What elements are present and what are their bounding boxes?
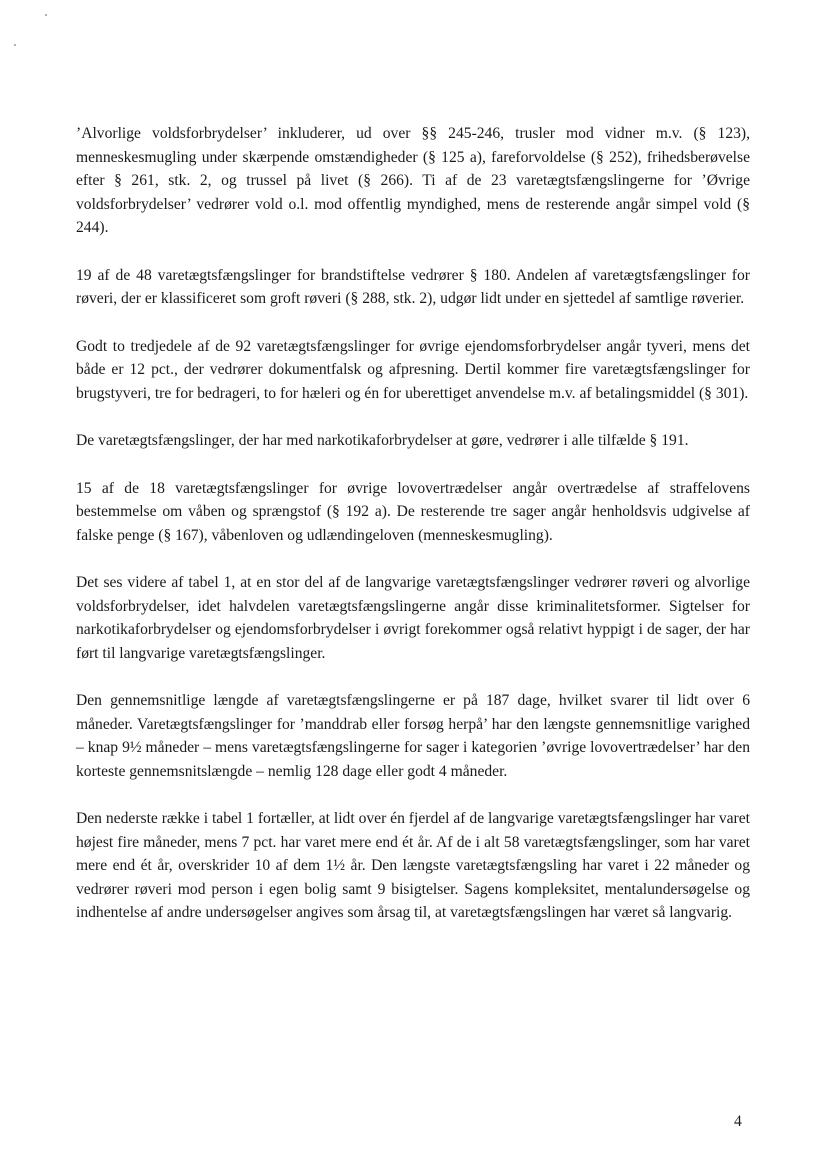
paragraph-arson-robbery: 19 af de 48 varetægtsfængslinger for brandstiftelse vedrører § 180. Andelen af varetægtsfængslinger for røveri, der er klassificeret som groft røveri (§ 288, stk. 2), udgør lidt under en sjettedel af samtlige røverier. xyxy=(76,266,750,307)
paragraph-average-length: Den gennemsnitlige længde af varetægtsfængslingerne er på 187 dage, hvilket svarer til lidt over 6 måneder. Varetægtsfængslinger for ’manddrab eller forsøg herpå’ har den længste gennemsnitlige varighed – knap 9½ måneder – mens varetægtsfængslingerne for sager i kategorien ’øvrige lovovertrædelser’ har den korteste gennemsnitslængde – nemlig 128 dage eller godt 4 måneder. xyxy=(76,692,750,780)
page-number: 4 xyxy=(734,1113,742,1130)
document-body xyxy=(76,122,750,949)
paragraph-bottom-row: Den nederste række i tabel 1 fortæller, at lidt over én fjerdel af de langvarige varetægtsfængslinger har varet højest fire måneder, mens 7 pct. har varet mere end ét år. Af de i alt 58 varetægtsfængslinger, som har varet mere end ét år, overskrider 10 af dem 1½ år. Den længste varetægtsfængsling har varet i 22 måneder og vedrører røveri mod person i egen bolig samt 9 bisigtelser. Sagens kompleksitet, mentalundersøgelse og indhentelse af andre undersøgelser angives som årsag til, at varetægtsfængslingen har været så langvarig. xyxy=(76,810,750,921)
scan-speck xyxy=(45,14,47,16)
paragraph-violence-definitions: ’Alvorlige voldsforbrydelser’ inkluderer, ud over §§ 245-246, trusler mod vidner m.v. (§ 123), menneskesmugling under skærpende omstændigheder (§ 125 a), fareforvoldelse (§ 252), frihedsberøvelse efter § 261, stk. 2, og trussel på livet (§ 266). Ti af de 23 varetægtsfængslingerne for ’Øvrige voldsforbrydelser’ vedrører vold o.l. mod offentlig myndighed, mens de resterende angår simpel vold (§ 244). xyxy=(76,125,750,236)
scan-speck xyxy=(14,44,16,46)
paragraph-other-offences: 15 af de 18 varetægtsfængslinger for øvrige lovovertrædelser angår overtrædelse af straffelovens bestemmelse om våben og sprængstof (§ 192 a). De resterende tre sager angår henholdsvis udgivelse af falske penge (§ 167), våbenloven og udlændingeloven (menneskesmugling). xyxy=(76,479,750,544)
paragraph-property-crimes: Godt to tredjedele af de 92 varetægtsfængslinger for øvrige ejendomsforbrydelser angår tyveri, mens det både er 12 pct., der vedrører dokumentfalsk og afpresning. Dertil kommer fire varetægtsfængslinger for brugstyveri, tre for bedrageri, to for hæleri og én for uberettiget anvendelse m.v. af betalingsmiddel (§ 301). xyxy=(76,337,750,402)
paragraph-table-overview: Det ses videre af tabel 1, at en stor del af de langvarige varetægtsfængslinger vedrører røveri og alvorlige voldsforbrydelser, idet halvdelen varetægtsfængslingerne angår disse kriminalitetsformer. Sigtelser for narkotikaforbrydelser og ejendomsforbrydelser i øvrigt forekommer også relativt hyppigt i de sager, der har ført til langvarige varetægtsfængslinger. xyxy=(76,574,750,662)
paragraph-narcotics: De varetægtsfængslinger, der har med narkotikaforbrydelser at gøre, vedrører i alle tilfælde § 191. xyxy=(76,432,689,449)
